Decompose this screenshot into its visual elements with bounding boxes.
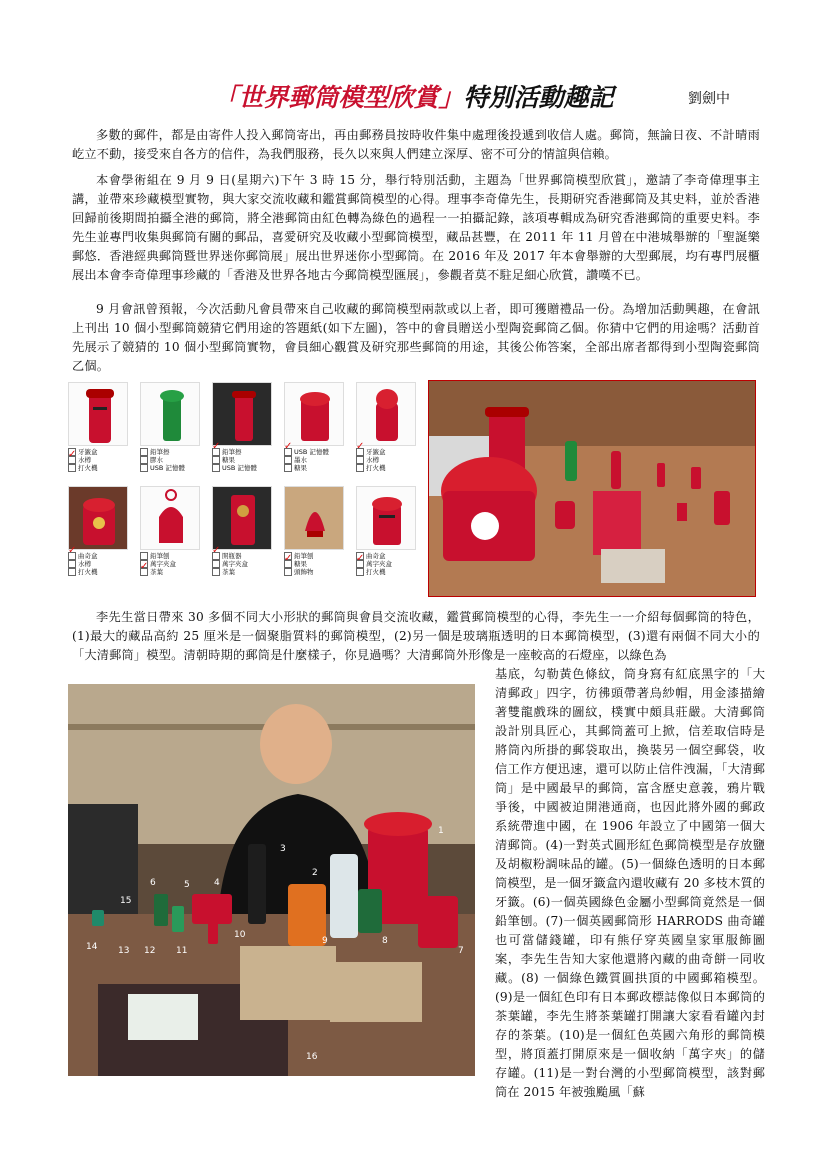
photo-label: 16 bbox=[306, 1052, 318, 1062]
quiz-option: 水樽 bbox=[356, 456, 379, 464]
quiz-item-6 bbox=[68, 486, 132, 590]
quiz-option: 鉛筆刨 bbox=[284, 552, 314, 560]
quiz-item-8 bbox=[212, 486, 276, 590]
quiz-item-4 bbox=[284, 382, 348, 486]
quiz-item-7 bbox=[140, 486, 204, 590]
quiz-option: 茶葉 bbox=[212, 568, 235, 576]
photo-label: 14 bbox=[86, 942, 98, 952]
quiz-option: 糖果 bbox=[212, 456, 235, 464]
paragraph-collection: 李先生當日帶來 30 多個不同大小形狀的郵筒與會員交流收藏，鑑賞郵筒模型的心得，李先生一一介紹每個郵筒的特色，(1)最大的藏品高約 25 厘米是一個聚脂質料的郵筒模型，(2)另一個是玻璃瓶透明的日本郵筒模型，(3)還有兩個不同大小的「大清郵筒」模型。清朝時期的郵筒是什麼樣子，你見過嗎？大清郵筒外形像是一座較高的石燈座，以綠色為 bbox=[72, 610, 760, 662]
photo-label: 3 bbox=[280, 844, 286, 854]
paragraph-event: 本會學術組在 9 月 9 日(星期六)下午 3 時 15 分，舉行特別活動，主題為「世界郵筒模型欣賞」，邀請了李奇偉理事主講，並帶來珍藏模型實物，與大家交流收藏和鑑賞郵筒模型的心得。理事李奇偉先生，長期研究香港郵筒及其史料，並於香港回歸前後期間拍攝全港的郵筒，將全港郵筒由紅色轉為綠色的過程一一拍攝記錄，該項專輯成為研究香港郵筒的重要史料。李先生並專門收集與郵筒有關的郵品，喜愛研究及收藏小型郵筒模型，藏品甚豐，在 2011 年 11 月曾在中港城舉辦的「聖誕樂郵悠．香港經典郵筒暨世界迷你郵筒展」展出世界迷你小型郵筒。在 2016 年及 2017 年本會舉辦的大型郵展，均有專門展櫃展出本會李奇偉理事珍藏的「香港及世界各地古今郵筒模型匯展」，參觀者莫不駐足細心欣賞，讚嘆不已。 bbox=[72, 173, 760, 282]
photo-label: 15 bbox=[120, 896, 132, 906]
postbox-thumbnail bbox=[140, 486, 200, 550]
quiz-option: ✓曲奇盒 bbox=[68, 552, 98, 560]
photo-label: 7 bbox=[458, 946, 464, 956]
photo-label: 8 bbox=[382, 936, 388, 946]
quiz-option: 墨水 bbox=[284, 456, 307, 464]
paragraph-quiz: 9 月會訊曾預報，今次活動凡會員帶來自己收藏的郵筒模型兩款或以上者，即可獲贈禮品一份。為增加活動興趣，在會訊上刊出 10 個小型郵筒競猜它們用途的答題紙(如下左圖)，答中的會員贈送小型陶瓷郵筒乙個。你猜中它們的用途嗎？活動首先展示了競猜的 10 個小型郵筒實物，會員細心觀賞及研究那些郵筒的用途，其後公佈答案，全部出席者都得到小型陶瓷郵筒乙個。 bbox=[72, 302, 760, 373]
quiz-item-2 bbox=[140, 382, 204, 486]
postbox-thumbnail bbox=[356, 382, 416, 446]
photo-label: 6 bbox=[150, 878, 156, 888]
quiz-answer-sheet bbox=[68, 382, 418, 594]
quiz-option: 牙籤盒 bbox=[68, 448, 98, 456]
quiz-option: 水樽 bbox=[68, 560, 91, 568]
quiz-option: ✓萬字夾盒 bbox=[356, 560, 392, 568]
title-highlight: 「世界郵筒模型欣賞」 bbox=[213, 83, 464, 112]
postbox-thumbnail bbox=[212, 486, 272, 550]
quiz-option: 膠水 bbox=[140, 456, 163, 464]
postbox-thumbnail bbox=[284, 382, 344, 446]
photo-label: 10 bbox=[234, 930, 246, 940]
postbox-thumbnail bbox=[140, 382, 200, 446]
quiz-option: 鉛筆擦 bbox=[140, 448, 170, 456]
postbox-thumbnail bbox=[68, 486, 128, 550]
quiz-option: ✓USB 記憶體 bbox=[284, 448, 329, 456]
photo-postbox-models-table bbox=[428, 380, 756, 597]
quiz-option: 打火機 bbox=[356, 464, 386, 472]
paragraph-collection-continued: 基底，勾勒黃色條紋，筒身寫有紅底黑字的「大清郵政」四字，彷彿頭帶著烏紗帽，用金漆描繪著雙龍戲珠的圖紋，樸實中頗具莊嚴。大清郵筒設計別具匠心，其郵筒蓋可上掀，信差取信時是將筒內所掛的郵袋取出，換裝另一個空郵袋，收信工作方便迅速，還可以防止信件洩漏，「大清郵筒」是中國最早的郵筒，富含歷史意義，鴉片戰爭後，中國被迫開港通商，也因此將外國的郵政系統帶進中國，在 1906 年設立了中國第一個大清郵筒。(4)一對英式圓形紅色郵筒模型是存放鹽及胡椒粉調味品的罐。(5)一個綠色透明的日本郵筒模型，是一個牙籤盒內還收藏有 20 多枝木質的牙籤。(6)一個英國綠色金屬小型郵筒竟然是一個鉛筆刨。(7)一個英國郵筒形 HARRODS 曲奇罐也可當儲錢罐，印有熊仔穿英國皇家軍服飾圖案，李先生告知大家他還將內藏的曲奇餅一同收藏。(8) 一個綠色鐵質圓拱頂的中國郵箱模型。(9)是一個紅色印有日本郵政標誌像似日本郵筒的茶葉罐，李先生將茶葉罐打開讓大家看看罐內封存的茶葉。(10)是一個紅色英國六角形的郵筒模型，將頂蓋打開原來是一個收納「萬字夾」的儲存罐。(11)是一對台灣的小型郵筒模型，該對郵筒在 2015 年被強颱風「蘇 bbox=[495, 667, 765, 1099]
photo-speaker-with-collection bbox=[68, 684, 475, 1076]
quiz-option: ✓茶葉 bbox=[140, 568, 163, 576]
quiz-option: 鉛筆刨 bbox=[140, 552, 170, 560]
quiz-option: 萬字夾盒 bbox=[212, 560, 248, 568]
quiz-option: ✓糖果 bbox=[284, 560, 307, 568]
quiz-option: 打火機 bbox=[68, 464, 98, 472]
author: 劉劍中 bbox=[688, 91, 730, 107]
quiz-option: 打火機 bbox=[68, 568, 98, 576]
postbox-thumbnail bbox=[212, 382, 272, 446]
quiz-option: 頭飾物 bbox=[284, 568, 314, 576]
quiz-item-9 bbox=[284, 486, 348, 590]
photo-label: 9 bbox=[322, 936, 328, 946]
quiz-option: USB 記憶體 bbox=[212, 464, 257, 472]
quiz-option: ✓鉛筆擦 bbox=[212, 448, 242, 456]
quiz-item-10 bbox=[356, 486, 420, 590]
postbox-thumbnail bbox=[284, 486, 344, 550]
photo-label: 2 bbox=[312, 868, 318, 878]
photo-label: 13 bbox=[118, 946, 130, 956]
quiz-option: 糖果 bbox=[284, 464, 307, 472]
quiz-item-1 bbox=[68, 382, 132, 486]
photo-label: 5 bbox=[184, 880, 190, 890]
postbox-thumbnail bbox=[68, 382, 128, 446]
photo-label: 12 bbox=[144, 946, 156, 956]
photo-label: 4 bbox=[214, 878, 220, 888]
quiz-option: ✓水樽 bbox=[68, 456, 91, 464]
paragraph-intro: 多數的郵件，都是由寄件人投入郵筒寄出，再由郵務員按時收件集中處理後投遞到收信人處。郵筒，無論日夜、不計晴雨屹立不動，接受來自各方的信件，為我們服務，長久以來與人們建立深厚、密不可分的情誼與信賴。 bbox=[72, 128, 760, 161]
quiz-option: 打火機 bbox=[356, 568, 386, 576]
title-rest: 特別活動趣記 bbox=[463, 83, 614, 112]
photo-label: 1 bbox=[438, 826, 444, 836]
photo-label: 11 bbox=[176, 946, 188, 956]
quiz-option: USB 記憶體 bbox=[140, 464, 185, 472]
quiz-option: 萬字夾盒 bbox=[140, 560, 176, 568]
postbox-thumbnail bbox=[356, 486, 416, 550]
quiz-item-5 bbox=[356, 382, 420, 486]
quiz-option: ✓牙籤盒 bbox=[356, 448, 386, 456]
quiz-item-3 bbox=[212, 382, 276, 486]
quiz-option: ✓開瓶器 bbox=[212, 552, 242, 560]
quiz-option: 曲奇盒 bbox=[356, 552, 386, 560]
